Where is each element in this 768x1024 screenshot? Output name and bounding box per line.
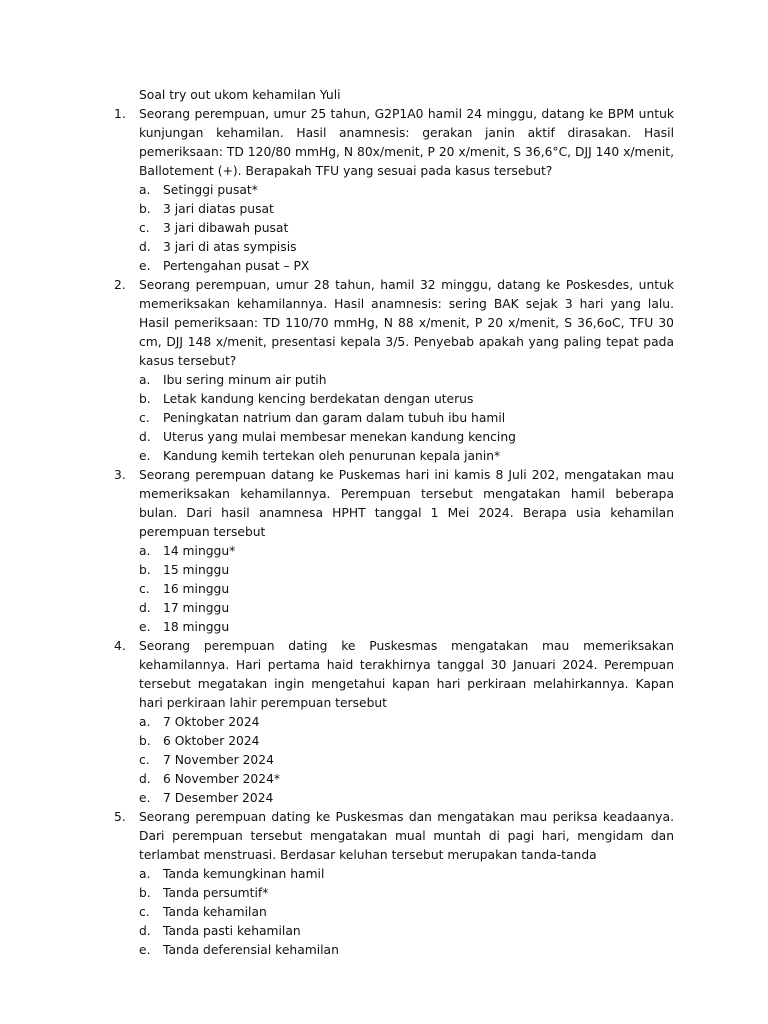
- option-item: [139, 941, 674, 960]
- question-number: 3.: [114, 468, 126, 482]
- option-text: 3 jari di atas sympisis: [163, 240, 297, 254]
- option-item: [139, 257, 674, 276]
- option-list: [139, 865, 674, 960]
- option-item: [139, 181, 674, 200]
- option-item: [139, 903, 674, 922]
- question-text: Seorang perempuan datang ke Puskemas hari ini kamis 8 Juli 202, mengatakan mau memeriksakan kehamilannya. Perempuan tersebut mengatakan hamil beberapa bulan. Dari hasil anamnesa HPHT tanggal 1 Mei 2024. Berapa usia kehamilan perempuan tersebut: [139, 468, 674, 539]
- option-letter: d.: [139, 924, 151, 938]
- option-letter: e.: [139, 259, 151, 273]
- option-text: Tanda kehamilan: [163, 905, 267, 919]
- option-letter: a.: [139, 867, 151, 881]
- option-item: [139, 428, 674, 447]
- question-text: Seorang perempuan, umur 28 tahun, hamil 32 minggu, datang ke Poskesdes, untuk memeriksakan kehamilannya. Hasil anamnesis: sering BAK sejak 3 hari yang lalu. Hasil pemeriksaan: TD 110/70 mmHg, N 88 x/menit, P 20 x/menit, S 36,6oC, TFU 30 cm, DJJ 148 x/menit, presentasi kepala 3/5. Penyebab apakah yang paling tepat pada kasus tersebut?: [139, 278, 674, 368]
- option-item: [139, 238, 674, 257]
- document-title: Soal try out ukom kehamilan Yuli: [139, 88, 341, 102]
- option-letter: e.: [139, 449, 151, 463]
- option-item: [139, 599, 674, 618]
- question-4: [114, 637, 674, 808]
- option-text: Kandung kemih tertekan oleh penurunan kepala janin*: [163, 449, 501, 463]
- option-item: [139, 884, 674, 903]
- option-item: [139, 542, 674, 561]
- option-text: Uterus yang mulai membesar menekan kandung kencing: [163, 430, 516, 444]
- option-letter: b.: [139, 202, 151, 216]
- option-item: [139, 618, 674, 637]
- option-letter: b.: [139, 392, 151, 406]
- option-text: 6 Oktober 2024: [163, 734, 260, 748]
- option-letter: d.: [139, 772, 151, 786]
- option-list: [139, 542, 674, 637]
- question-2: [114, 276, 674, 466]
- option-letter: a.: [139, 715, 151, 729]
- option-text: 7 November 2024: [163, 753, 274, 767]
- option-letter: c.: [139, 582, 150, 596]
- option-text: 14 minggu*: [163, 544, 236, 558]
- option-text: 3 jari dibawah pusat: [163, 221, 289, 235]
- option-text: Tanda pasti kehamilan: [163, 924, 301, 938]
- question-text: Seorang perempuan, umur 25 tahun, G2P1A0 hamil 24 minggu, datang ke BPM untuk kunjungan kehamilan. Hasil anamnesis: gerakan janin aktif dirasakan. Hasil pemeriksaan: TD 120/80 mmHg, N 80x/menit, P 20 x/menit, S 36,6°C, DJJ 140 x/menit, Ballotement (+). Berapakah TFU yang sesuai pada kasus tersebut?: [139, 107, 674, 178]
- option-text: 16 minggu: [163, 582, 230, 596]
- question-number: 2.: [114, 278, 126, 292]
- option-item: [139, 789, 674, 808]
- option-letter: e.: [139, 620, 151, 634]
- option-item: [139, 770, 674, 789]
- option-text: 7 Oktober 2024: [163, 715, 260, 729]
- option-letter: b.: [139, 734, 151, 748]
- option-letter: c.: [139, 221, 150, 235]
- option-letter: c.: [139, 905, 150, 919]
- option-text: 18 minggu: [163, 620, 230, 634]
- option-list: [139, 181, 674, 276]
- option-letter: d.: [139, 601, 151, 615]
- question-3: [114, 466, 674, 637]
- option-item: [139, 713, 674, 732]
- option-letter: e.: [139, 943, 151, 957]
- question-number: 1.: [114, 107, 126, 121]
- option-text: Ibu sering minum air putih: [163, 373, 327, 387]
- option-item: [139, 390, 674, 409]
- question-text: Seorang perempuan dating ke Puskesmas dan mengatakan mau periksa keadaanya. Dari perempuan tersebut mengatakan mual muntah di pagi hari, mengidam dan terlambat menstruasi. Berdasar keluhan tersebut merupakan tanda-tanda: [139, 810, 674, 862]
- option-letter: b.: [139, 886, 151, 900]
- option-text: Peningkatan natrium dan garam dalam tubuh ibu hamil: [163, 411, 506, 425]
- option-text: 15 minggu: [163, 563, 230, 577]
- option-letter: b.: [139, 563, 151, 577]
- option-text: Setinggi pusat*: [163, 183, 258, 197]
- option-text: 6 November 2024*: [163, 772, 281, 786]
- option-letter: d.: [139, 430, 151, 444]
- option-item: [139, 865, 674, 884]
- option-text: 7 Desember 2024: [163, 791, 274, 805]
- option-list: [139, 371, 674, 466]
- option-item: [139, 751, 674, 770]
- option-letter: c.: [139, 411, 150, 425]
- option-letter: a.: [139, 544, 151, 558]
- option-text: Tanda persumtif*: [163, 886, 269, 900]
- option-text: Pertengahan pusat – PX: [163, 259, 310, 273]
- question-1: [114, 105, 674, 276]
- option-text: Tanda kemungkinan hamil: [163, 867, 325, 881]
- question-list: [114, 105, 674, 960]
- option-item: [139, 922, 674, 941]
- option-item: [139, 219, 674, 238]
- option-item: [139, 732, 674, 751]
- option-list: [139, 713, 674, 808]
- option-text: 3 jari diatas pusat: [163, 202, 274, 216]
- question-number: 4.: [114, 639, 126, 653]
- option-item: [139, 409, 674, 428]
- option-letter: c.: [139, 753, 150, 767]
- question-text: Seorang perempuan dating ke Puskesmas mengatakan mau memeriksakan kehamilannya. Hari pertama haid terakhirnya tanggal 30 Januari 2024. Perempuan tersebut megatakan ingin mengetahui kapan hari perkiraan melahirkannya. Kapan hari perkiraan lahir perempuan tersebut: [139, 639, 674, 710]
- question-number: 5.: [114, 810, 126, 824]
- option-letter: e.: [139, 791, 151, 805]
- option-item: [139, 580, 674, 599]
- option-text: 17 minggu: [163, 601, 230, 615]
- option-item: [139, 447, 674, 466]
- option-text: Tanda deferensial kehamilan: [163, 943, 339, 957]
- option-letter: a.: [139, 373, 151, 387]
- option-item: [139, 371, 674, 390]
- option-letter: a.: [139, 183, 151, 197]
- question-5: [114, 808, 674, 960]
- option-letter: d.: [139, 240, 151, 254]
- option-item: [139, 561, 674, 580]
- option-item: [139, 200, 674, 219]
- option-text: Letak kandung kencing berdekatan dengan uterus: [163, 392, 474, 406]
